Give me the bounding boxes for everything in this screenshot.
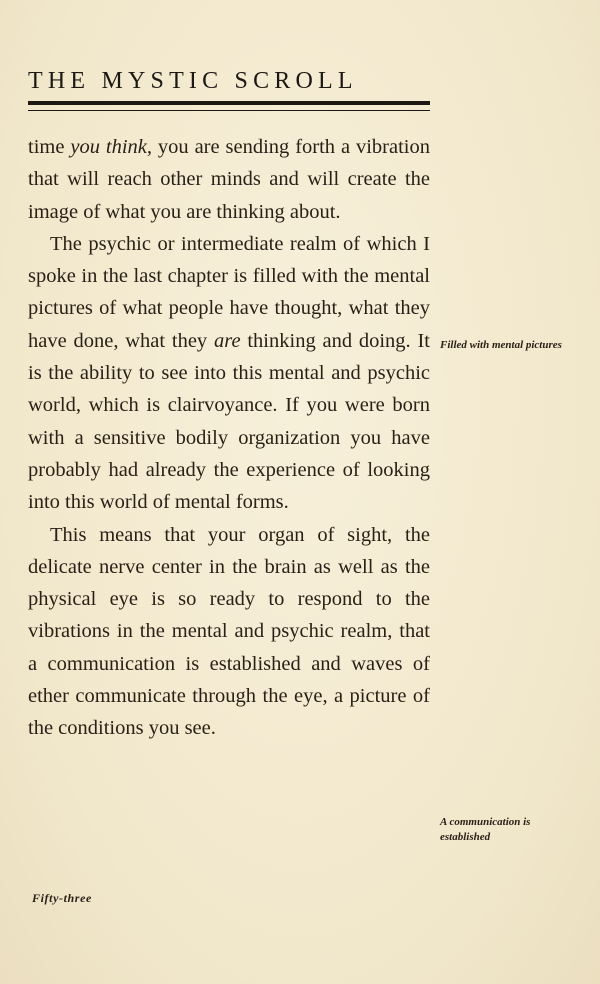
paragraph-2-text-1: The psychic or intermediate realm of which I spoke in the last chapter is filled with the mental pictures of what people have thought, what they have done, what they	[28, 232, 430, 352]
paragraph-1-text-2: you are sending forth a vibration that will reach other minds and will create the image of what you are thinking about.	[28, 136, 431, 223]
paragraph-2-italic-are: are	[213, 329, 241, 352]
header-rule-thick	[28, 101, 430, 105]
paragraph-1	[28, 131, 430, 228]
header-rule-thin	[28, 110, 430, 111]
paragraph-2-text-2: thinking and doing. It is the ability to see into this mental and psychic world, which is clairvoyance. If you were born with a sensitive bodily organization you have probably had already the experience of looking into this world of mental forms.	[28, 329, 430, 514]
page-number: Fifty-three	[32, 891, 92, 905]
paragraph-3-text-1: This means that your organ of sight, the delicate nerve center in the brain as well as the physical eye is so ready to respond to the vibrations in the mental and psychic realm, that a communication is established and waves of ether communicate through the eye, a picture of the conditions you see.	[28, 523, 430, 740]
sidenote-communication: A communication is established	[440, 816, 531, 843]
paragraph-2	[28, 228, 430, 519]
sidenote-mental-pictures: Filled with mental pictures	[440, 339, 562, 351]
paragraph-3	[28, 519, 430, 745]
body-text	[28, 131, 430, 745]
running-head: THE MYSTIC SCROLL	[28, 68, 358, 94]
paragraph-1-text-1: time	[28, 136, 71, 158]
paragraph-1-italic-you-think: you think,	[70, 136, 152, 158]
